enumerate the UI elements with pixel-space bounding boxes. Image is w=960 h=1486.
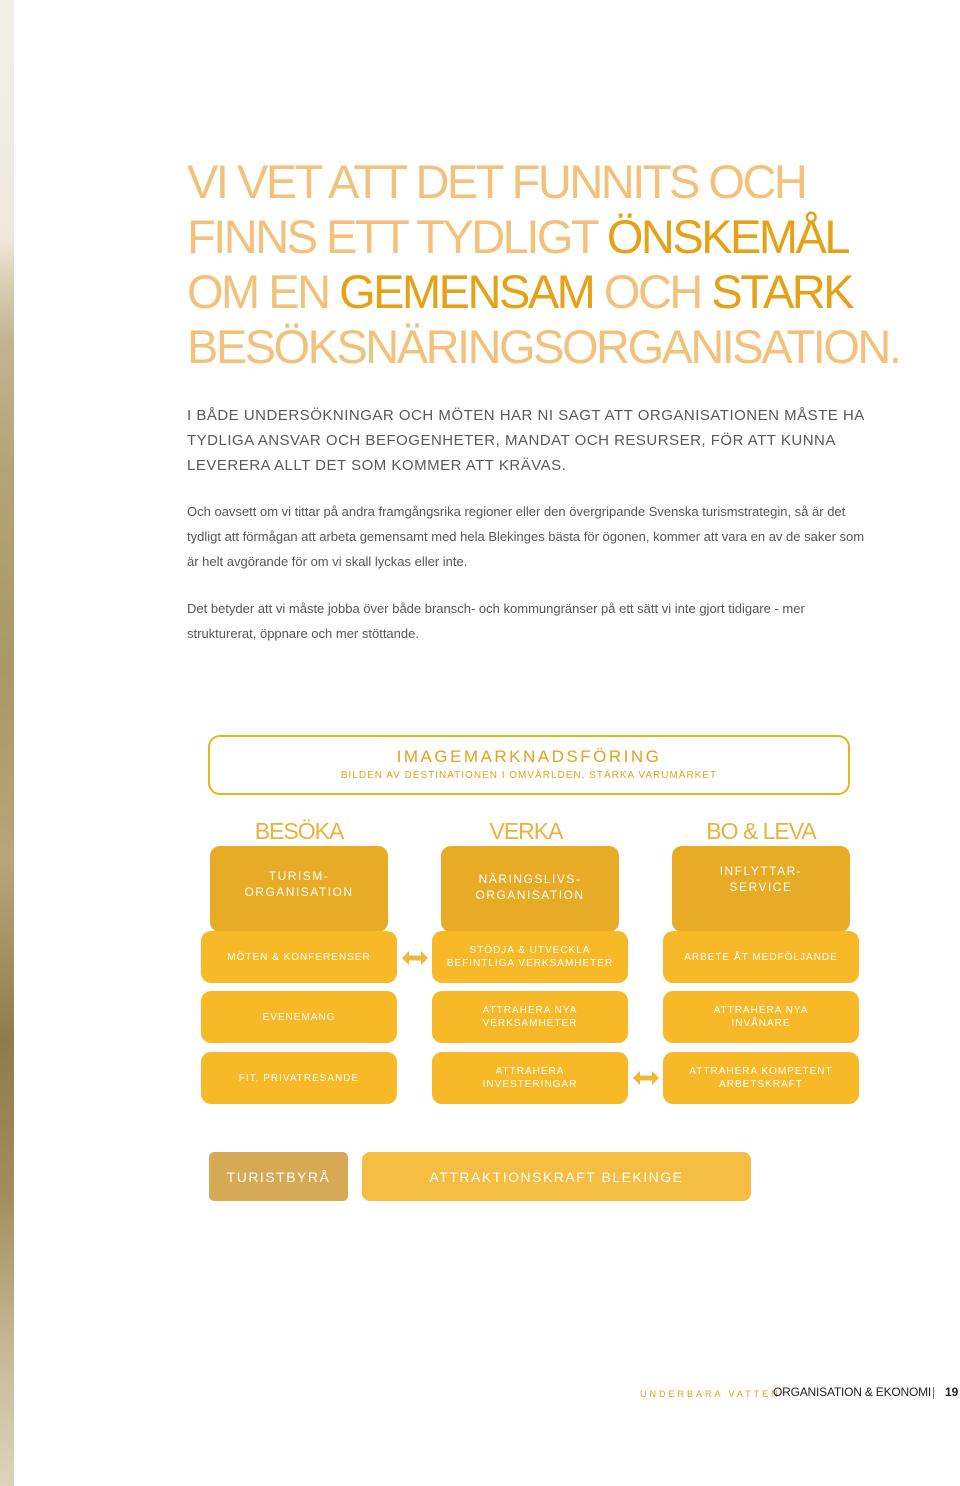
- column-title-verka: VERKA: [489, 818, 563, 844]
- item-attrahera-kompetent: ATTRAHERA KOMPETENT ARBETSKRAFT: [663, 1052, 859, 1104]
- headline-highlight-1: ÖNSKEMÅL: [606, 210, 847, 263]
- double-arrow-icon: [402, 951, 428, 965]
- org-box-naringsliv: NÄRINGSLIVS- ORGANISATION: [441, 846, 619, 932]
- item-fit-privatresande: FIT, PRIVATRESANDE: [201, 1052, 397, 1104]
- item-attrahera-verksamheter: ATTRAHERA NYA VERKSAMHETER: [432, 991, 628, 1043]
- image-marketing-box: [208, 735, 850, 795]
- column-title-bo-leva: BO & LEVA: [706, 818, 816, 844]
- item-arbete-medfoljande: ARBETE ÅT MEDFÖLJANDE: [663, 931, 859, 983]
- double-arrow-icon: [633, 1071, 659, 1085]
- footer-brand: UNDERBARA VATTEN: [640, 1389, 781, 1399]
- body-paragraph-1: Och oavsett om vi tittar på andra framgångsrika regioner eller den övergripande Svenska turismstrategin, så är det tydligt att förmågan att arbeta gemensamt med hela Blekinges bästa för ögonen, kommer att vara en av de saker som är helt avgörande för om vi skall lyckas eller inte.: [187, 504, 865, 569]
- footer-section-title: ORGANISATION & EKONOMI: [773, 1385, 932, 1399]
- attraktionskraft-box: ATTRAKTIONSKRAFT BLEKINGE: [362, 1152, 751, 1201]
- image-marketing-title: IMAGEMARKNADSFÖRING: [396, 747, 662, 766]
- turistbyra-box: TURISTBYRÅ: [209, 1152, 348, 1201]
- item-evenemang: EVENEMANG: [201, 991, 397, 1043]
- item-stodja-utveckla: STÖDJA & UTVECKLA BEFINTLIGA VERKSAMHETER: [432, 931, 628, 983]
- item-moten-konferenser: MÖTEN & KONFERENSER: [201, 931, 397, 983]
- edge-photo-strip: [0, 0, 14, 1486]
- headline-part-1: VI VET ATT DET FUNNITS OCH FINNS ETT TYDLIGT: [187, 155, 806, 263]
- item-attrahera-investeringar: ATTRAHERA INVESTERINGAR: [432, 1052, 628, 1104]
- headline-part-3: OCH: [593, 265, 712, 318]
- column-title-besoka: BESÖKA: [254, 818, 344, 844]
- body-paragraph-2: Det betyder att vi måste jobba över både bransch- och kommungränser på ett sätt vi inte gjort tidigare - mer strukturerat, öppnare och mer stöttande.: [187, 601, 805, 641]
- page-number: 19: [945, 1385, 959, 1399]
- item-attrahera-invanare: ATTRAHERA NYA INVÅNARE: [663, 991, 859, 1043]
- image-marketing-subtitle: BILDEN AV DESTINATIONEN I OMVÄRLDEN, STÄRKA VARUMÄRKET: [340, 770, 718, 781]
- page-headline: [187, 154, 907, 374]
- headline-highlight-2: GEMENSAM: [339, 265, 594, 318]
- headline-part-4: BESÖKSNÄRINGSORGANISATION.: [187, 320, 900, 373]
- page-footer: [600, 1384, 960, 1404]
- lead-paragraph: I BÅDE UNDERSÖKNINGAR OCH MÖTEN HAR NI SAGT ATT ORGANISATIONEN MÅSTE HA TYDLIGA ANSVAR OCH BEFOGENHETER, MANDAT OCH RESURSER, FÖR ATT KUNNA LEVERERA ALLT DET SOM KOMMER ATT KRÄVAS.: [187, 407, 864, 474]
- footer-divider: [933, 1387, 934, 1399]
- org-box-turism: TURISM- ORGANISATION: [210, 846, 388, 932]
- org-box-inflyttarservice: INFLYTTAR- SERVICE: [672, 846, 850, 932]
- headline-highlight-3: STARK: [711, 265, 853, 318]
- headline-part-2: OM EN: [187, 265, 340, 318]
